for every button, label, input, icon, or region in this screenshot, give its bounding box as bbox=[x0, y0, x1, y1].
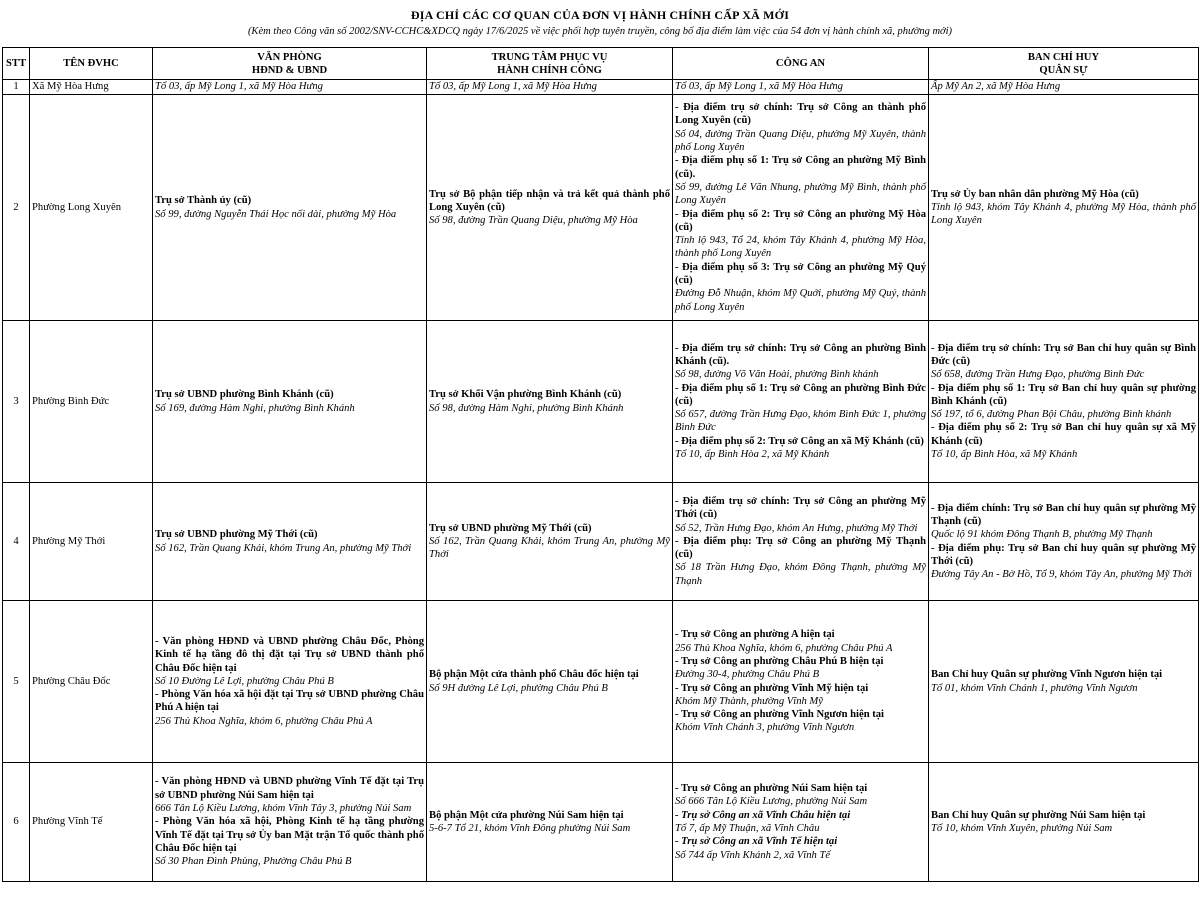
cong-an-cell bbox=[673, 80, 929, 95]
table-row bbox=[3, 483, 1199, 601]
van-phong-cell bbox=[153, 483, 427, 601]
address-text: 256 Thủ Khoa Nghĩa, khóm 6, phường Châu Phú A bbox=[155, 715, 373, 727]
address-text: Tổ 10, ấp Bình Hòa 2, xã Mỹ Khánh bbox=[675, 449, 830, 461]
address-text: Tỉnh lộ 943, khóm Tây Khánh 4, phường Mỹ Hòa, thành phố Long Xuyên bbox=[931, 201, 1196, 227]
van-phong-cell bbox=[153, 601, 427, 763]
location-heading: - Địa điểm phụ số 1: Trụ sở Ban chỉ huy quân sự phường Bình Khánh (cũ) bbox=[931, 382, 1196, 407]
location-heading: - Địa điểm trụ sở chính: Trụ sở Công an phường Mỹ Thới (cũ) bbox=[675, 495, 926, 521]
location-heading: - Trụ sở Công an phường Núi Sam hiện tại bbox=[675, 783, 868, 795]
header-cong-an: CÔNG AN bbox=[673, 48, 929, 80]
address-text: Số 657, đường Trần Hưng Đạo, khóm Bình Đức 1, phường Bình Đức bbox=[675, 409, 926, 434]
location-heading: - Văn phòng HĐND và UBND phường Châu Đốc, Phòng Kinh tế hạ tầng đô thị đặt tại Trụ sở UBND thành phố Châu Đốc hiện tại bbox=[155, 635, 424, 674]
location-heading: - Trụ sở Công an phường Vĩnh Mỹ hiện tại bbox=[675, 682, 869, 694]
location-heading: - Địa điểm chính: Trụ sở Ban chỉ huy quân sự phường Mỹ Thạnh (cũ) bbox=[931, 502, 1196, 527]
location-heading: - Địa điểm phụ: Trụ sở Công an phường Mỹ Thạnh (cũ) bbox=[675, 535, 926, 561]
address-text: Số 744 ấp Vĩnh Khánh 2, xã Vĩnh Tế bbox=[675, 849, 831, 861]
address-text: Tổ 03, ấp Mỹ Long 1, xã Mỹ Hòa Hưng bbox=[429, 81, 597, 93]
location-heading: - Địa điểm trụ sở chính: Trụ sở Công an thành phố Long Xuyên (cũ) bbox=[675, 102, 926, 127]
unit-name-cell: Phường Bình Đức bbox=[30, 321, 153, 483]
trung-tam-cell bbox=[427, 601, 673, 763]
address-text: Số 169, đường Hàm Nghi, phường Bình Khánh bbox=[155, 402, 355, 414]
address-text: 666 Tân Lộ Kiều Lương, khóm Vĩnh Tây 3, phường Núi Sam bbox=[155, 803, 412, 815]
table-row bbox=[3, 601, 1199, 763]
address-text: Số 666 Tân Lộ Kiều Lương, phường Núi Sam bbox=[675, 796, 868, 808]
location-heading: - Địa điểm trụ sở chính: Trụ sở Ban chỉ huy quân sự Bình Đức (cũ) bbox=[931, 342, 1196, 367]
location-heading: Ban Chỉ huy Quân sự phường Vĩnh Ngươn hiện tại bbox=[931, 669, 1163, 681]
address-text: Số 98, đường Võ Văn Hoài, phường Bình khánh bbox=[675, 369, 879, 381]
location-heading: - Phòng Văn hóa xã hội, Phòng Kinh tế hạ tầng phường Vĩnh Tế đặt tại Trụ sở Ủy ban Mặt trận Tổ quốc thành phố Châu Đốc hiện tại bbox=[155, 816, 424, 854]
location-heading: - Trụ sở Công an phường Châu Phú B hiện tại bbox=[675, 655, 884, 667]
location-heading: - Văn phòng HĐND và UBND phường Vĩnh Tế đặt tại Trụ sở UBND phường Núi Sam hiện tại bbox=[155, 776, 424, 801]
address-text: Số 98, đường Hàm Nghi, phường Bình Khánh bbox=[429, 402, 624, 414]
location-heading: Trụ sở Thành ủy (cũ) bbox=[155, 195, 252, 207]
location-heading: - Địa điểm phụ số 2: Trụ sở Công an phường Mỹ Hòa (cũ) bbox=[675, 208, 926, 233]
quan-su-cell bbox=[929, 95, 1199, 321]
table-row bbox=[3, 80, 1199, 95]
location-heading: Trụ sở Khối Vận phường Bình Khánh (cũ) bbox=[429, 389, 622, 401]
van-phong-cell bbox=[153, 763, 427, 882]
header-van-phong bbox=[153, 48, 427, 80]
header-trung-tam-line1: TRUNG TÂM PHỤC VỤ bbox=[491, 51, 608, 63]
location-heading: - Phòng Văn hóa xã hội đặt tại Trụ sở UBND phường Châu Phú A hiện tại bbox=[155, 689, 424, 714]
location-heading: - Địa điểm phụ số 2: Trụ sở Công an xã Mỹ Khánh (cũ) bbox=[675, 435, 924, 447]
header-quan-su bbox=[929, 48, 1199, 80]
header-ten-dvhc: TÊN ĐVHC bbox=[30, 48, 153, 80]
header-van-phong-line1: VĂN PHÒNG bbox=[257, 51, 322, 63]
unit-name-cell: Phường Châu Đốc bbox=[30, 601, 153, 763]
address-text: Tổ 7, ấp Mỹ Thuận, xã Vĩnh Châu bbox=[675, 823, 820, 834]
unit-name-cell: Phường Vĩnh Tế bbox=[30, 763, 153, 882]
stt-cell: 5 bbox=[3, 601, 30, 763]
trung-tam-cell bbox=[427, 80, 673, 95]
address-text: Tổ 10, ấp Bình Hòa, xã Mỹ Khánh bbox=[931, 449, 1078, 461]
header-quan-su-line1: BAN CHỈ HUY bbox=[1027, 51, 1100, 63]
address-text: Khóm Mỹ Thành, phường Vĩnh Mỹ bbox=[675, 695, 823, 707]
address-text: Số 52, Trần Hưng Đạo, khóm An Hưng, phường Mỹ Thới bbox=[675, 522, 918, 534]
address-text: Số 99, đường Nguyễn Thái Học nối dài, phường Mỹ Hòa bbox=[155, 208, 397, 220]
location-heading: - Trụ sở Công an xã Vĩnh Châu hiện tại bbox=[675, 809, 851, 821]
document-subtitle: (Kèm theo Công văn số 2002/SNV-CCHC&XDCQ ngày 17/6/2025 về việc phối hợp tuyên truyền, công bố địa điểm làm việc của 54 đơn vị hành chính xã, phường mới) bbox=[247, 26, 953, 37]
address-text: Số 162, Trần Quang Khải, khóm Trung An, phường Mỹ Thới bbox=[429, 535, 670, 561]
location-heading: - Địa điểm phụ: Trụ sở Ban chỉ huy quân sự phường Mỹ Thới (cũ) bbox=[931, 542, 1196, 567]
address-text: Quốc lộ 91 khóm Đông Thạnh B, phường Mỹ Thạnh bbox=[931, 529, 1153, 541]
location-heading: - Trụ sở Công an xã Vĩnh Tế hiện tại bbox=[675, 836, 838, 848]
header-stt: STT bbox=[3, 48, 30, 80]
header-trung-tam bbox=[427, 48, 673, 80]
stt-cell: 4 bbox=[3, 483, 30, 601]
address-table bbox=[2, 47, 1199, 882]
address-text: Tổ 03, ấp Mỹ Long 1, xã Mỹ Hòa Hưng bbox=[675, 81, 843, 93]
table-row bbox=[3, 763, 1199, 882]
van-phong-cell bbox=[153, 95, 427, 321]
header-quan-su-line2: QUÂN SỰ bbox=[1039, 64, 1088, 76]
address-text: 5-6-7 Tổ 21, khóm Vĩnh Đông phường Núi Sam bbox=[429, 823, 631, 834]
stt-cell: 3 bbox=[3, 321, 30, 483]
cong-an-cell bbox=[673, 483, 929, 601]
address-text: Số 162, Trần Quang Khải, khóm Trung An, phường Mỹ Thới bbox=[155, 542, 412, 554]
address-text: Số 18 Trần Hưng Đạo, khóm Đông Thạnh, phường Mỹ Thạnh bbox=[675, 562, 926, 587]
trung-tam-cell bbox=[427, 763, 673, 882]
address-text: Số 04, đường Trần Quang Diệu, phường Mỹ Xuyên, thành phố Long Xuyên bbox=[675, 128, 926, 154]
address-text: Đường Tây An - Bờ Hồ, Tổ 9, khóm Tây An, phường Mỹ Thới bbox=[931, 569, 1192, 581]
location-heading: - Địa điểm phụ số 1: Trụ sở Công an phường Mỹ Bình (cũ). bbox=[675, 155, 926, 180]
location-heading: Trụ sở Bộ phận tiếp nhận và trả kết quả thành phố Long Xuyên (cũ) bbox=[429, 188, 670, 213]
stt-cell: 6 bbox=[3, 763, 30, 882]
location-heading: Trụ sở UBND phường Mỹ Thới (cũ) bbox=[429, 522, 592, 534]
quan-su-cell bbox=[929, 483, 1199, 601]
table-row bbox=[3, 95, 1199, 321]
table-body bbox=[3, 80, 1199, 882]
location-heading: - Địa điểm trụ sở chính: Trụ sở Công an phường Bình Khánh (cũ). bbox=[675, 342, 926, 367]
address-text: Số 9H đường Lê Lợi, phường Châu Phú B bbox=[429, 682, 608, 694]
quan-su-cell bbox=[929, 321, 1199, 483]
location-heading: Trụ sở UBND phường Mỹ Thới (cũ) bbox=[155, 529, 318, 541]
cong-an-cell bbox=[673, 763, 929, 882]
cong-an-cell bbox=[673, 321, 929, 483]
van-phong-cell bbox=[153, 80, 427, 95]
cong-an-cell bbox=[673, 95, 929, 321]
address-text: Số 98, đường Trần Quang Diệu, phường Mỹ Hòa bbox=[429, 215, 638, 227]
location-heading: - Trụ sở Công an phường A hiện tại bbox=[675, 629, 835, 641]
location-heading: - Địa điểm phụ số 2: Trụ sở Ban chỉ huy quân sự xã Mỹ Khánh (cũ) bbox=[931, 422, 1196, 447]
address-text: Đường Đỗ Nhuận, khóm Mỹ Quới, phường Mỹ Quý, thành phố Long Xuyên bbox=[675, 288, 926, 313]
address-text: Tổ 03, ấp Mỹ Long 1, xã Mỹ Hòa Hưng bbox=[155, 81, 323, 93]
location-heading: Trụ sở UBND phường Bình Khánh (cũ) bbox=[155, 389, 334, 401]
address-text: Số 658, đường Trần Hưng Đạo, phường Bình Đức bbox=[931, 369, 1145, 381]
location-heading: - Địa điểm phụ số 1: Trụ sở Công an phường Bình Đức (cũ) bbox=[675, 382, 926, 407]
address-text: 256 Thủ Khoa Nghĩa, khóm 6, phường Châu Phú A bbox=[675, 642, 893, 654]
address-text: Số 197, tổ 6, đường Phan Bội Châu, phường Bình khánh bbox=[931, 409, 1172, 421]
quan-su-cell bbox=[929, 80, 1199, 95]
unit-name-cell: Xã Mỹ Hòa Hưng bbox=[30, 80, 153, 95]
quan-su-cell bbox=[929, 763, 1199, 882]
unit-name-cell: Phường Long Xuyên bbox=[30, 95, 153, 321]
stt-cell: 1 bbox=[3, 80, 30, 95]
address-text: Ấp Mỹ An 2, xã Mỹ Hòa Hưng bbox=[931, 81, 1061, 93]
table-row bbox=[3, 321, 1199, 483]
address-text: Khóm Vĩnh Chánh 3, phường Vĩnh Ngươn bbox=[675, 722, 855, 734]
location-heading: Trụ sở Ủy ban nhân dân phường Mỹ Hòa (cũ) bbox=[931, 188, 1139, 200]
trung-tam-cell bbox=[427, 483, 673, 601]
address-text: Tổ 01, khóm Vĩnh Chánh 1, phường Vĩnh Ngươn bbox=[931, 682, 1138, 694]
location-heading: - Địa điểm phụ số 3: Trụ sở Công an phường Mỹ Quý (cũ) bbox=[675, 261, 926, 286]
location-heading: Ban Chỉ huy Quân sự phường Núi Sam hiện tại bbox=[931, 809, 1146, 821]
cong-an-cell bbox=[673, 601, 929, 763]
location-heading: Bộ phận Một cửa phường Núi Sam hiện tại bbox=[429, 809, 624, 821]
address-text: Số 30 Phan Đình Phùng, Phường Châu Phú B bbox=[155, 856, 352, 868]
table-header-row bbox=[3, 48, 1199, 80]
address-text: Tổ 10, khóm Vĩnh Xuyên, phường Núi Sam bbox=[931, 823, 1113, 834]
unit-name-cell: Phường Mỹ Thới bbox=[30, 483, 153, 601]
header-van-phong-line2: HĐND & UBND bbox=[251, 64, 328, 76]
stt-cell: 2 bbox=[3, 95, 30, 321]
address-text: Số 10 Đường Lê Lợi, phường Châu Phú B bbox=[155, 675, 334, 687]
document-title: ĐỊA CHỈ CÁC CƠ QUAN CỦA ĐƠN VỊ HÀNH CHÍNH CẤP XÃ MỚI bbox=[410, 8, 790, 22]
quan-su-cell bbox=[929, 601, 1199, 763]
address-text: Đường 30-4, phường Châu Phú B bbox=[675, 669, 820, 681]
location-heading: - Trụ sở Công an phường Vĩnh Ngươn hiện tại bbox=[675, 709, 884, 721]
header-trung-tam-line2: HÀNH CHÍNH CÔNG bbox=[497, 64, 602, 76]
address-text: Tỉnh lộ 943, Tổ 24, khóm Tây Khánh 4, phường Mỹ Hòa, thành phố Long Xuyên bbox=[675, 235, 926, 260]
trung-tam-cell bbox=[427, 321, 673, 483]
trung-tam-cell bbox=[427, 95, 673, 321]
address-text: Số 99, đường Lê Văn Nhung, phường Mỹ Bình, thành phố Long Xuyên bbox=[675, 181, 926, 207]
location-heading: Bộ phận Một cửa thành phố Châu đốc hiện tại bbox=[429, 669, 639, 681]
van-phong-cell bbox=[153, 321, 427, 483]
